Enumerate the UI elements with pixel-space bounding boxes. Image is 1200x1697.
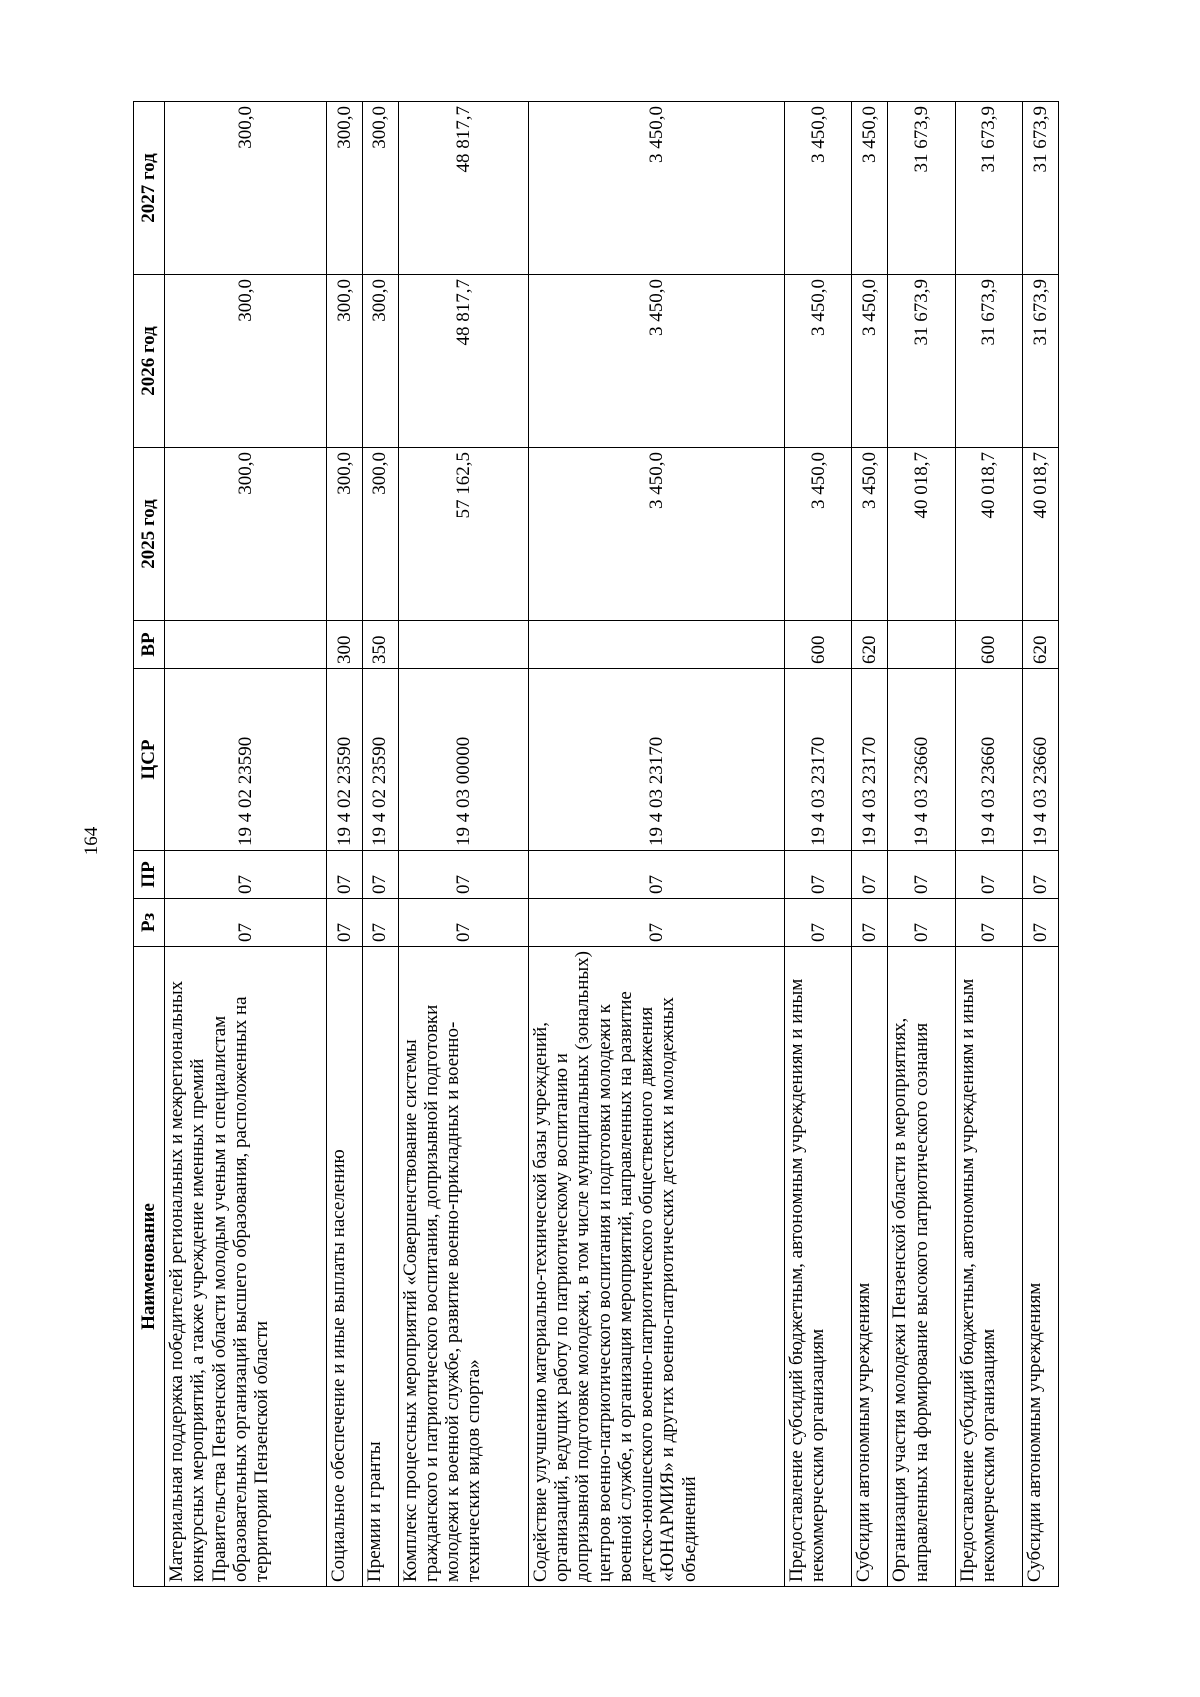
cell-2025: 40 018,7 bbox=[955, 448, 1022, 621]
cell-pr: 07 bbox=[326, 851, 362, 899]
cell-vr bbox=[165, 621, 327, 669]
cell-name: Организация участия молодежи Пензенской области в мероприятиях, направленных на формирование высокого патриотического сознания bbox=[888, 947, 955, 1587]
cell-2027: 31 673,9 bbox=[888, 102, 955, 275]
table-row bbox=[955, 102, 1022, 1587]
cell-2027: 3 450,0 bbox=[528, 102, 784, 275]
cell-2025: 300,0 bbox=[362, 448, 398, 621]
cell-2026: 3 450,0 bbox=[852, 275, 888, 448]
cell-2025: 40 018,7 bbox=[1022, 448, 1058, 621]
cell-pr: 07 bbox=[165, 851, 327, 899]
cell-rz: 07 bbox=[398, 899, 528, 947]
cell-pr: 07 bbox=[398, 851, 528, 899]
cell-name: Содействие улучшению материально-технической базы учреждений, организаций, ведущих работу по патриотическому воспитанию и допризывной подготовке молодежи, в том числе муниципальных (зональных) центров военно-патриотического воспитания и подготовки молодежи к военной службе, и организация мероприятий, направленных на развитие детско-юношеского военно-патриотического общественного движения «ЮНАРМИЯ» и других военно-патриотических детских и молодежных объединений bbox=[528, 947, 784, 1587]
header-vr: ВР bbox=[134, 621, 165, 669]
cell-pr: 07 bbox=[888, 851, 955, 899]
table-header-row bbox=[134, 102, 165, 1587]
cell-2027: 3 450,0 bbox=[852, 102, 888, 275]
cell-2025: 3 450,0 bbox=[852, 448, 888, 621]
header-name: Наименование bbox=[134, 947, 165, 1587]
cell-rz: 07 bbox=[955, 899, 1022, 947]
cell-csr: 19 4 02 23590 bbox=[362, 669, 398, 851]
cell-vr bbox=[888, 621, 955, 669]
cell-vr: 620 bbox=[852, 621, 888, 669]
cell-vr: 300 bbox=[326, 621, 362, 669]
cell-2025: 3 450,0 bbox=[785, 448, 852, 621]
cell-2026: 31 673,9 bbox=[955, 275, 1022, 448]
cell-csr: 19 4 03 23660 bbox=[888, 669, 955, 851]
header-2026: 2026 год bbox=[134, 275, 165, 448]
cell-name: Социальное обеспечение и иные выплаты населению bbox=[326, 947, 362, 1587]
cell-csr: 19 4 03 23170 bbox=[785, 669, 852, 851]
cell-csr: 19 4 02 23590 bbox=[165, 669, 327, 851]
cell-vr bbox=[398, 621, 528, 669]
cell-pr: 07 bbox=[1022, 851, 1058, 899]
cell-name: Субсидии автономным учреждениям bbox=[1022, 947, 1058, 1587]
table-row bbox=[852, 102, 888, 1587]
cell-csr: 19 4 03 00000 bbox=[398, 669, 528, 851]
cell-2027: 31 673,9 bbox=[1022, 102, 1058, 275]
cell-rz: 07 bbox=[888, 899, 955, 947]
cell-pr: 07 bbox=[362, 851, 398, 899]
budget-table bbox=[133, 101, 1059, 1587]
page-number: 164 bbox=[81, 826, 102, 856]
cell-2026: 300,0 bbox=[362, 275, 398, 448]
cell-vr: 620 bbox=[1022, 621, 1058, 669]
cell-rz: 07 bbox=[362, 899, 398, 947]
cell-2026: 31 673,9 bbox=[1022, 275, 1058, 448]
cell-rz: 07 bbox=[326, 899, 362, 947]
cell-csr: 19 4 03 23660 bbox=[1022, 669, 1058, 851]
header-rz: Рз bbox=[134, 899, 165, 947]
cell-2027: 48 817,7 bbox=[398, 102, 528, 275]
cell-rz: 07 bbox=[165, 899, 327, 947]
cell-rz: 07 bbox=[1022, 899, 1058, 947]
cell-name: Предоставление субсидий бюджетным, автономным учреждениям и иным некоммерческим организациям bbox=[785, 947, 852, 1587]
header-2025: 2025 год bbox=[134, 448, 165, 621]
cell-rz: 07 bbox=[852, 899, 888, 947]
header-csr: ЦСР bbox=[134, 669, 165, 851]
cell-csr: 19 4 03 23660 bbox=[955, 669, 1022, 851]
cell-2025: 3 450,0 bbox=[528, 448, 784, 621]
header-2027: 2027 год bbox=[134, 102, 165, 275]
cell-2025: 300,0 bbox=[326, 448, 362, 621]
cell-rz: 07 bbox=[785, 899, 852, 947]
cell-2027: 300,0 bbox=[326, 102, 362, 275]
cell-pr: 07 bbox=[852, 851, 888, 899]
cell-name: Предоставление субсидий бюджетным, автономным учреждениям и иным некоммерческим организациям bbox=[955, 947, 1022, 1587]
cell-pr: 07 bbox=[955, 851, 1022, 899]
cell-rz: 07 bbox=[528, 899, 784, 947]
cell-2026: 31 673,9 bbox=[888, 275, 955, 448]
cell-2027: 300,0 bbox=[362, 102, 398, 275]
table-row bbox=[362, 102, 398, 1587]
cell-2026: 300,0 bbox=[326, 275, 362, 448]
table-row bbox=[165, 102, 327, 1587]
cell-vr: 350 bbox=[362, 621, 398, 669]
cell-2025: 300,0 bbox=[165, 448, 327, 621]
cell-2025: 40 018,7 bbox=[888, 448, 955, 621]
cell-name: Комплекс процессных мероприятий «Совершенствование системы гражданского и патриотического воспитания, допризывной подготовки молодежи к военной службе, развитие военно-прикладных и военно-технических видов спорта» bbox=[398, 947, 528, 1587]
table-row bbox=[888, 102, 955, 1587]
cell-csr: 19 4 03 23170 bbox=[852, 669, 888, 851]
cell-csr: 19 4 02 23590 bbox=[326, 669, 362, 851]
cell-vr: 600 bbox=[955, 621, 1022, 669]
cell-2025: 57 162,5 bbox=[398, 448, 528, 621]
cell-2027: 300,0 bbox=[165, 102, 327, 275]
cell-name: Премии и гранты bbox=[362, 947, 398, 1587]
table-row bbox=[1022, 102, 1058, 1587]
table-row bbox=[326, 102, 362, 1587]
cell-2026: 300,0 bbox=[165, 275, 327, 448]
table-row bbox=[528, 102, 784, 1587]
budget-table-container bbox=[133, 102, 1059, 1587]
table-row bbox=[398, 102, 528, 1587]
cell-name: Материальная поддержка победителей региональных и межрегиональных конкурсных мероприятий, а также учреждение именных премий Правительства Пензенской области молодым ученым и специалистам образовательных организаций высшего образования, расположенных на территории Пензенской области bbox=[165, 947, 327, 1587]
cell-csr: 19 4 03 23170 bbox=[528, 669, 784, 851]
cell-2026: 3 450,0 bbox=[785, 275, 852, 448]
cell-2027: 3 450,0 bbox=[785, 102, 852, 275]
cell-name: Субсидии автономным учреждениям bbox=[852, 947, 888, 1587]
cell-2026: 48 817,7 bbox=[398, 275, 528, 448]
cell-pr: 07 bbox=[528, 851, 784, 899]
cell-2027: 31 673,9 bbox=[955, 102, 1022, 275]
table-row bbox=[785, 102, 852, 1587]
cell-vr: 600 bbox=[785, 621, 852, 669]
cell-vr bbox=[528, 621, 784, 669]
cell-2026: 3 450,0 bbox=[528, 275, 784, 448]
header-pr: ПР bbox=[134, 851, 165, 899]
cell-pr: 07 bbox=[785, 851, 852, 899]
